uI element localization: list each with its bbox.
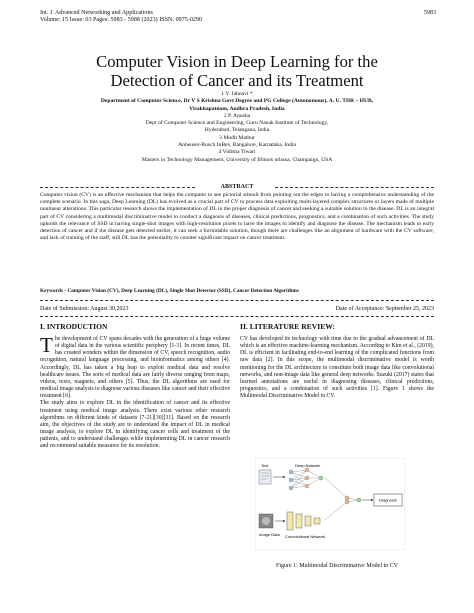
label-convolutional-network: Convolutional Network — [285, 534, 326, 539]
paper-title — [40, 52, 434, 90]
abstract-label: ABSTRACT — [220, 184, 254, 190]
author-affiliation: Anheuser-Busch InBev, Bangalore, Karnataka, India — [178, 142, 296, 149]
abstract-text: Computer vision (CV) is an effective mechanism that helps the computer to see pictorial stimuli from pointing out the edges to having a comprehensive understanding of the complete scenario. In this saga, Deep Learning (DL) has evolved as a crucial part of CV to process data exploiting multi-layered complex structures or layers made of multiple nonlinear alterations. This particular research shows the implementation of DL in the proper diagnosis of cancer and seeking a suitable solution to the disease. DL is an integral part of CV considering a multimodal discriminative model to conduct a diagnosis of diseases, clinical predictions, prognostics, and a combination of such activities. The study upholds the relevance of SSD in having single-shot images with high-resolution pixels to have the images to identify and diagnose the disease. The mechanism leads to early detection of cancer and if the disease gets detected earlier, it can seek a formidable solution, though there are challenges like an alignment of hardware with the CV software, and lack of training of the staff, still DL has the potentiality to counter significant impact on cancer treatment. — [40, 192, 434, 242]
author-name: 1 Y. Jahnavi * — [221, 91, 253, 97]
acceptance-date: Date of Acceptance: September 25, 2023 — [335, 306, 434, 312]
title-line-1: Computer Vision in Deep Learning for the — [96, 52, 378, 71]
label-deep-network: Deep Network — [295, 463, 321, 468]
label-text: Text — [261, 463, 269, 468]
intro-paragraph-2: The study aims to explore DL in the identification of cancer and its effective treatment using medical image analysis. There exist various other research algorithms on different kinds of datasets [7-21][30][31]. Based on the research aim, the objectives of the study are to understand the impact of DL in medical image analysis, to explore DL in identifying cancer cells and treatment of the patients, and to understand challenges while implementing DL in cancer research and recommend suitable measures for its resolution. — [40, 400, 230, 450]
keywords-text: Computer Vision (CV), Deep Learning (DL), Single Shot Detector (SSD), Cancer Detection Algorithms — [67, 288, 299, 294]
keywords — [40, 288, 434, 295]
author-name: 2 P. Anusha — [223, 112, 251, 119]
author-affiliation: Visakhapatnam, Andhra Pradesh, India — [189, 105, 285, 112]
label-image-data: Image Data — [259, 532, 280, 537]
introduction-column — [40, 333, 230, 451]
journal-name: Int. J. Advanced Networking and Applications — [40, 10, 153, 16]
page-number: 5983 — [423, 10, 436, 16]
author-affiliation: Dept of Computer Science and Engineering, Guru Nanak Institute of Technology, — [145, 120, 329, 127]
text-document-icon — [259, 470, 271, 484]
keywords-label: Keywords - — [40, 288, 67, 294]
drop-cap: T — [40, 333, 53, 357]
volume-line: Volume: 15 Issue: 03 Pages: 5983 - 5988 (2023) ISSN: 0975-0290 — [40, 17, 203, 24]
dashed-rule-right — [275, 187, 434, 188]
section-heading-introduction: I. INTRODUCTION — [40, 322, 108, 331]
label-diagnosis: Diagnosis — [379, 497, 397, 503]
title-line-2: Detection of Cancer and its Treatment — [110, 71, 364, 90]
author-block — [40, 91, 434, 164]
intro-paragraph-1: The development of CV spans decades with the generation of a huge volume of digital data in the various scientific periphery [1-3]. In recent times, DL has created wonders within the dimension of CV, speech recognition, audio recognition, natural language processing, and bioinformatics among others [4]. Accordingly, DL has taken a big leap to exploit medical data and resolve healthcare issues. The sorts of medical data are fairly diverse ranging from maps, videos, texts, magnets, and others [5]. Thus, the DL algorithms are used for medical image analysis to diagnose various diseases like cancer and their effective treatment [6]. — [40, 333, 230, 400]
section-heading-literature-review: II. LITERATURE REVIEW: — [240, 322, 336, 331]
author-name: 4 Vidisha Tiwari — [218, 149, 256, 156]
author-name: 3 Mudit Mathur — [219, 134, 255, 141]
dashed-rule — [40, 316, 434, 317]
literature-review-text: CV has developed its technology with time due to the gradual advancement of DL which is an effective machine-learning mechanism. According to Kim et al., (2019), DL is efficient in facilitating end-to-end learning of the complicated functions from raw data [2]. In this scope, the multimodal discriminative model is worth mentioning for the DL architecture to constitute both image data like convolutional networks, and non-image data like general deep networks. Suzuki (2017) states that learned annotations are useful in diagnosing diseases, clinical predictions, prognostics, and a combination of such activities [1]. Figure 1 shows the Multimodal Discriminative Model in CV. — [240, 336, 434, 400]
author-affiliation: Hyderabad, Telangana, India — [204, 127, 270, 134]
multimodal-model-figure — [255, 458, 405, 550]
running-header — [40, 10, 202, 25]
author-affiliation: Masters in Technology Management, University of Illinois urbana, Champaign, USA — [141, 156, 333, 163]
submission-date: Date of Submission: August 30,2023 — [40, 306, 129, 312]
abstract-divider — [40, 184, 434, 191]
figure-caption: Figure 1: Multimodal Discriminative Model in CV — [276, 563, 398, 569]
author-affiliation: Department of Computer Science, Dr V S Krishna Govt Degree and PG College (Autonomous), A. U. TDR – HUB, — [100, 98, 374, 105]
dashed-rule — [40, 300, 434, 301]
